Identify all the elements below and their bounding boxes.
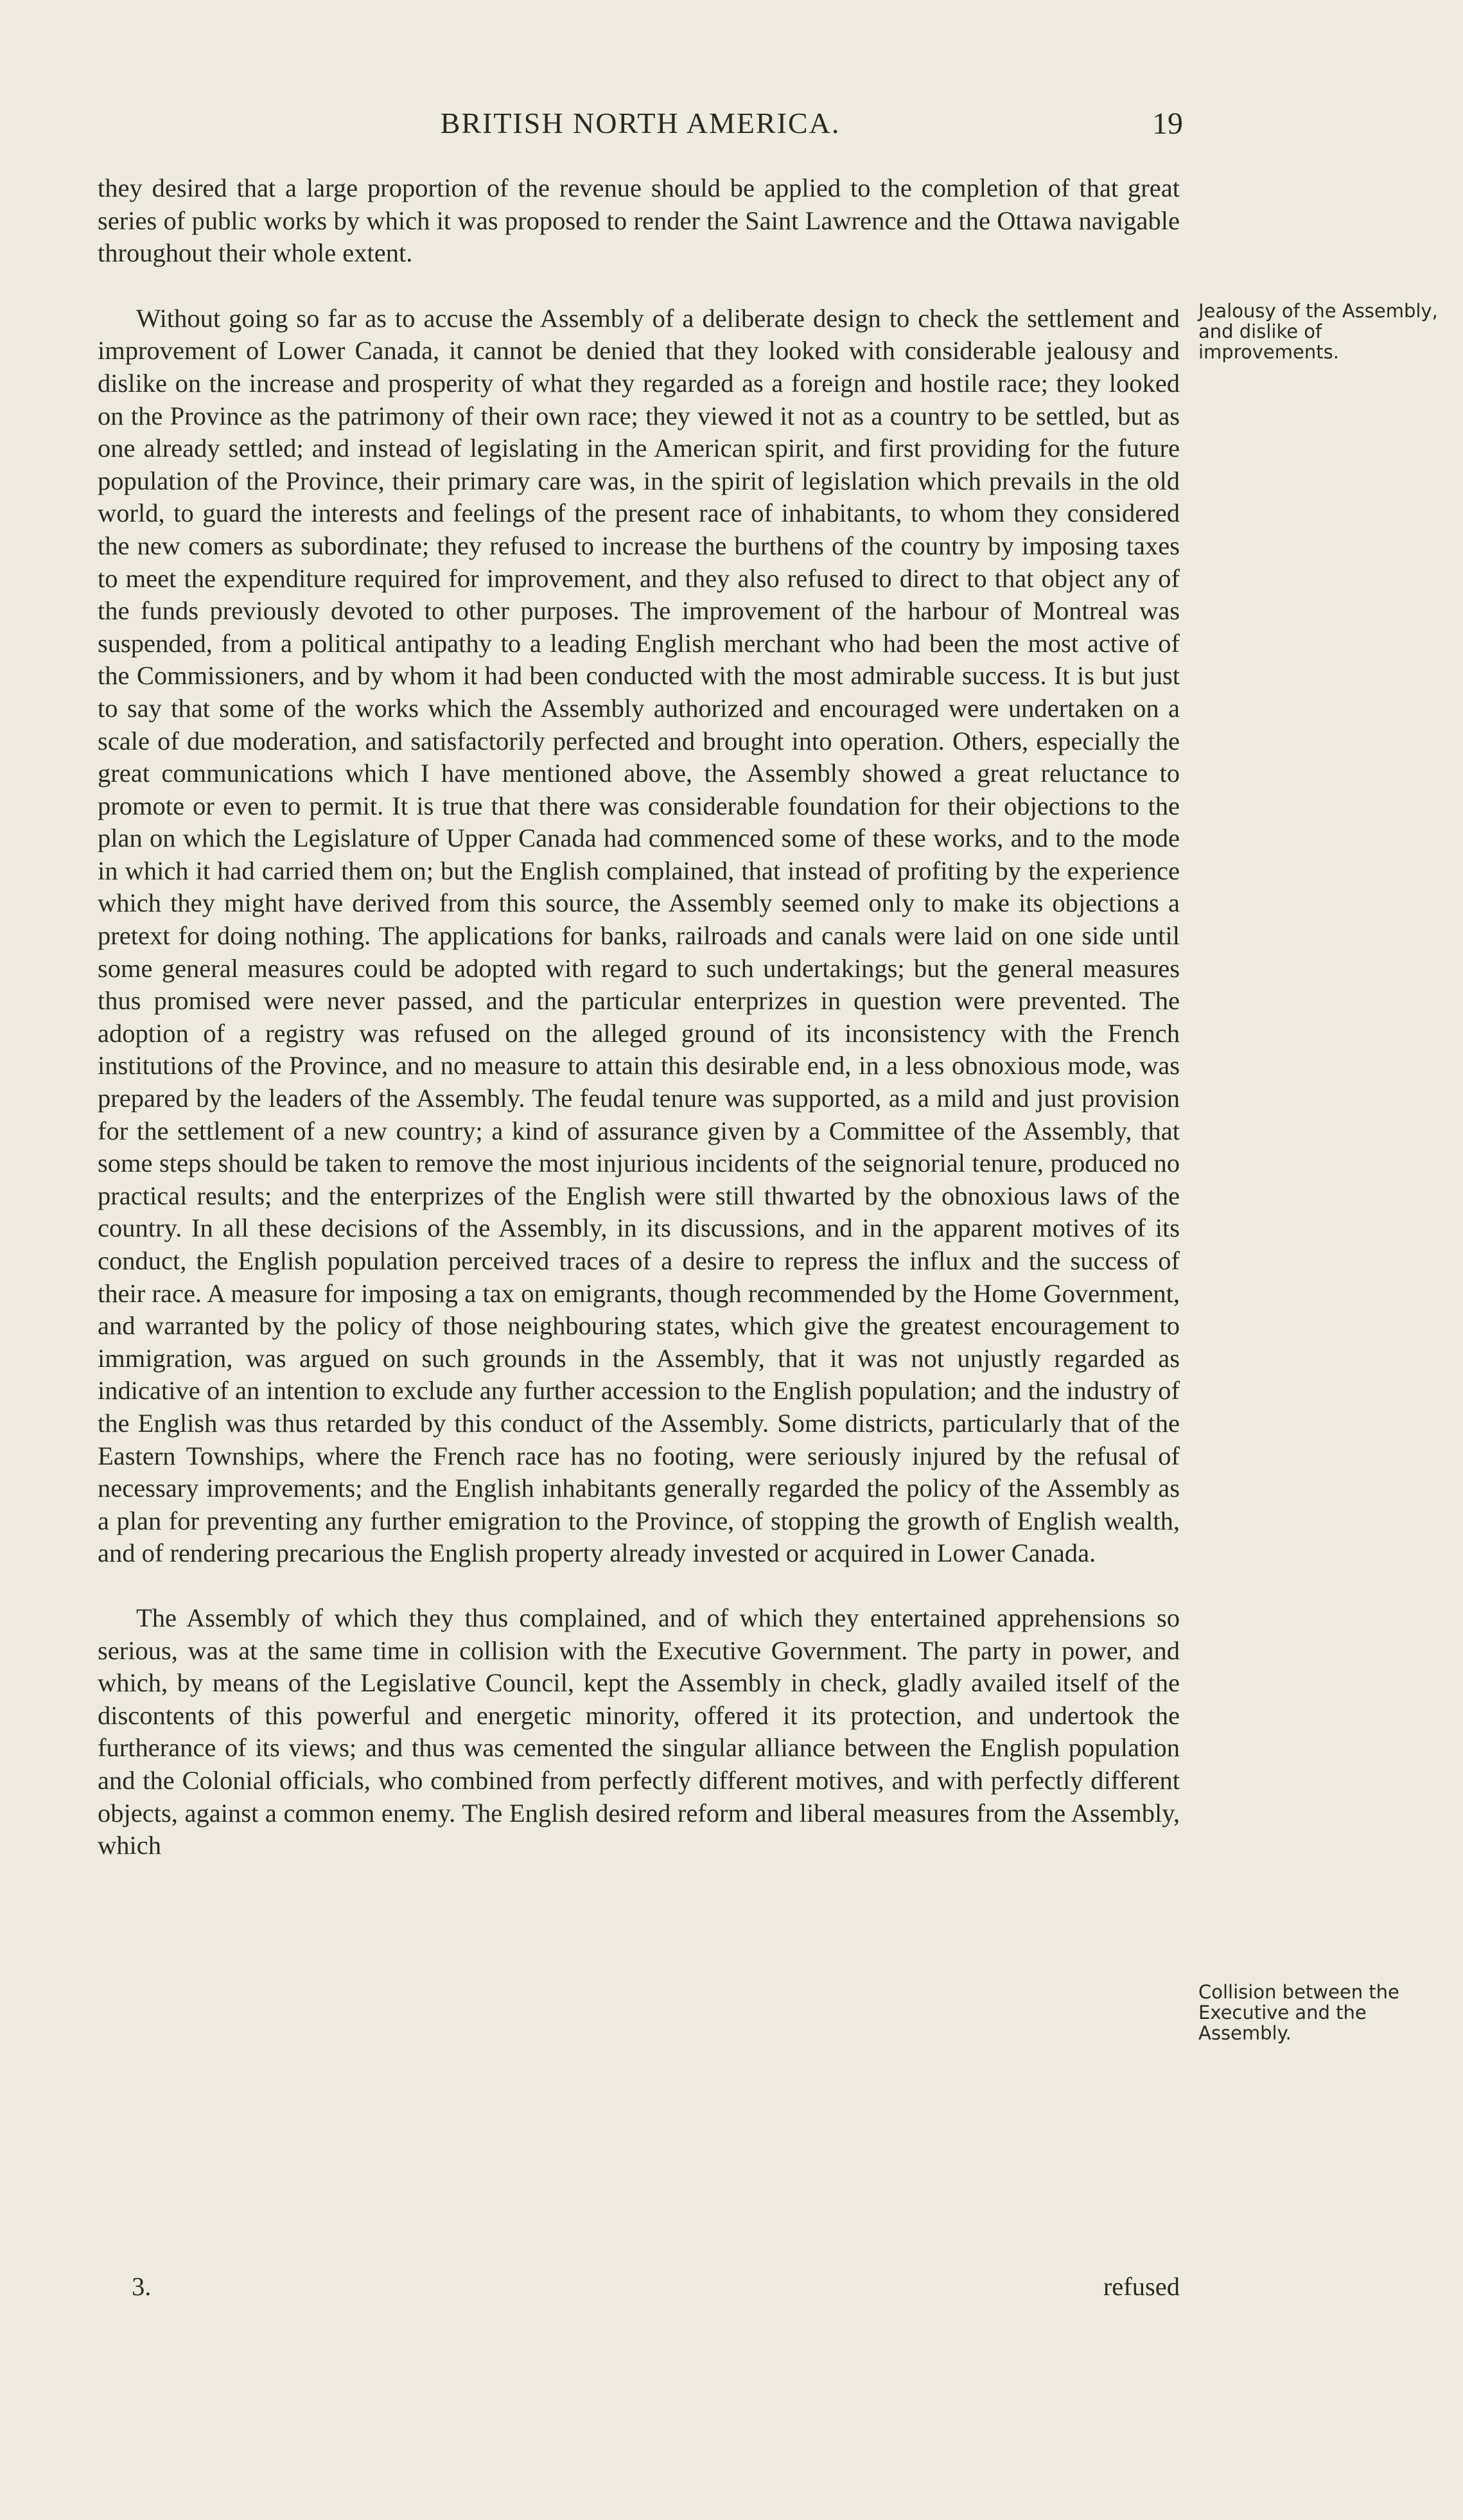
marginal-note-jealousy: Jealousy of the Assembly, and dislike of improvements. <box>1198 300 1438 363</box>
running-head: BRITISH NORTH AMERICA. <box>440 107 841 139</box>
paragraph-jealousy: Without going so far as to accuse the Assembly of a deliberate design to check the settlement and improvement of Lower Canada, it cannot be denied that they looked with considerable jealousy and dislike on the increase and prosperity of what they regarded as a foreign and hostile race; they looked on the Province as the patrimony of their own race; they viewed it not as a country to be settled, but as one already settled; and instead of legislating in the American spirit, and first providing for the future population of the Province, their primary care was, in the spirit of legislation which prevails in the old world, to guard the interests and feelings of the present race of inhabitants, to whom they considered the new comers as subordinate; they refused to increase the burthens of the country by imposing taxes to meet the expenditure required for improvement, and they also refused to direct to that object any of the funds previously devoted to other purposes. The improvement of the harbour of Montreal was suspended, from a political antipathy to a leading English merchant who had been the most active of the Commissioners, and by whom it had been conducted with the most admirable success. It is but just to say that some of the works which the Assembly authorized and encouraged were undertaken on a scale of due moderation, and satisfactorily perfected and brought into operation. Others, especially the great communications which I have mentioned above, the Assembly showed a great reluctance to promote or even to permit. It is true that there was considerable foundation for their objections to the plan on which the Legislature of Upper Canada had commenced some of these works, and to the mode in which it had carried them on; but the English complained, that instead of profiting by the experience which they might have derived from this source, the Assembly seemed only to make its objections a pretext for doing nothing. The applications for banks, railroads and canals were laid on one side until some general measures could be adopted with regard to such undertakings; but the general measures thus promised were never passed, and the particular enterprizes in question were prevented. The adoption of a registry was refused on the alleged ground of its inconsistency with the French institutions of the Province, and no measure to attain this desirable end, in a less obnoxious mode, was prepared by the leaders of the Assembly. The feudal tenure was supported, as a mild and just provision for the settlement of a new country; a kind of assurance given by a Committee of the Assembly, that some steps should be taken to remove the most injurious incidents of the seignorial tenure, produced no practical results; and the enterprizes of the English were still thwarted by the obnoxious laws of the country. In all these decisions of the Assembly, in its discussions, and in the apparent motives of its conduct, the English population perceived traces of a desire to repress the influx and the success of their race. A measure for imposing a tax on emigrants, though recommended by the Home Government, and warranted by the policy of those neighbouring states, which give the greatest encouragement to immigration, was argued on such grounds in the Assembly, that it was not unjustly regarded as indicative of an intention to exclude any further accession to the English population; and the industry of the English was thus retarded by this conduct of the Assembly. Some districts, particularly that of the Eastern Townships, where the French race has no footing, were seriously injured by the refusal of necessary improvements; and the English inhabitants generally regarded the policy of the Assembly as a plan for preventing any further emigration to the Province, of stopping the growth of English wealth, and of rendering precarious the English property already invested or acquired in Lower Canada. <box>98 303 1180 1568</box>
main-text <box>98 172 1180 1862</box>
paragraph-continued: they desired that a large proportion of the revenue should be applied to the completion of that great series of public works by which it was proposed to render the Saint Lawrence and the Ottawa navigable throughout their whole extent. <box>98 173 1180 268</box>
page-number: 19 <box>1152 107 1183 141</box>
catchword: refused <box>1103 2272 1180 2301</box>
page-footer <box>132 2271 1180 2310</box>
paragraph-collision: The Assembly of which they thus complained, and of which they entertained apprehensions so serious, was at the same time in collision with the Executive Government. The party in power, and which, by means of the Legislative Council, kept the Assembly in check, gladly availed itself of the discontents of this powerful and energetic minority, offered it its protection, and undertook the furtherance of its views; and thus was cemented the singular alliance between the English population and the Colonial officials, who combined from perfectly different motives, and with perfectly different objects, against a common enemy. The English desired reform and liberal measures from the Assembly, which <box>98 1603 1180 1860</box>
page-header <box>98 106 1183 157</box>
marginal-note-collision: Collision between the Executive and the Assembly. <box>1198 1981 1399 2044</box>
signature-mark: 3. <box>132 2272 152 2301</box>
